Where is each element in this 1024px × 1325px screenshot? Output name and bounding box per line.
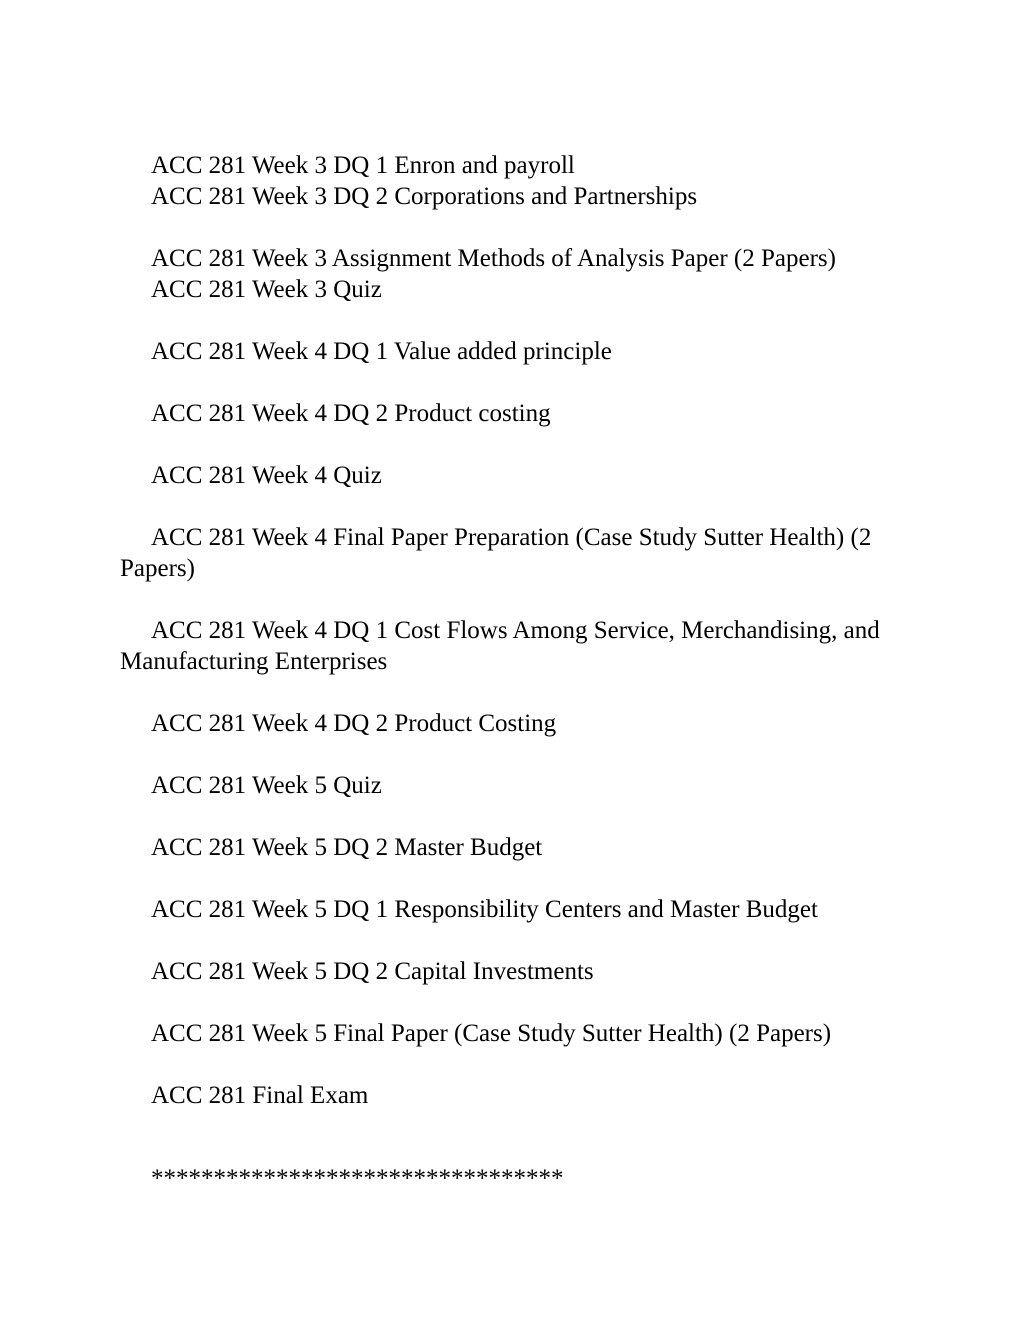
- paragraph-gap: [120, 739, 910, 770]
- document-page: [120, 150, 910, 1194]
- paragraph-gap: [120, 1111, 910, 1163]
- paragraph-gap: [120, 584, 910, 615]
- course-item: ACC 281 Week 4 Quiz: [151, 462, 382, 489]
- paragraph-gap: [120, 863, 910, 894]
- course-item: ACC 281 Week 3 DQ 2 Corporations and Partnerships: [151, 183, 698, 210]
- paragraph-gap: [120, 801, 910, 832]
- course-item: ACC 281 Week 3 DQ 1 Enron and payroll: [151, 152, 575, 179]
- paragraph-gap: [120, 1049, 910, 1080]
- course-item: ACC 281 Week 4 DQ 2 Product Costing: [151, 710, 557, 737]
- asterisk-separator: *********************************: [151, 1165, 564, 1192]
- course-item: ACC 281 Week 5 Final Paper (Case Study Sutter Health) (2 Papers): [151, 1020, 832, 1047]
- paragraph-gap: [120, 429, 910, 460]
- course-item: ACC 281 Week 3 Assignment Methods of Analysis Paper (2 Papers): [151, 245, 836, 272]
- paragraph-gap: [120, 987, 910, 1018]
- course-item: ACC 281 Week 4 DQ 2 Product costing: [151, 400, 551, 427]
- paragraph-gap: [120, 491, 910, 522]
- course-item: ACC 281 Week 5 Quiz: [151, 772, 382, 799]
- course-item: ACC 281 Week 4 Final Paper Preparation (Case Study Sutter Health) (2 Papers): [120, 524, 872, 582]
- paragraph-gap: [120, 677, 910, 708]
- course-item: ACC 281 Week 3 Quiz: [151, 276, 382, 303]
- course-item: ACC 281 Week 5 DQ 2 Master Budget: [151, 834, 543, 861]
- paragraph-gap: [120, 925, 910, 956]
- course-item: ACC 281 Week 5 DQ 1 Responsibility Centers and Master Budget: [151, 896, 818, 923]
- course-item: ACC 281 Week 4 DQ 1 Cost Flows Among Service, Merchandising, and Manufacturing Enterprises: [120, 617, 880, 675]
- paragraph-gap: [120, 305, 910, 336]
- course-item: ACC 281 Week 4 DQ 1 Value added principle: [151, 338, 612, 365]
- paragraph-gap: [120, 367, 910, 398]
- course-item: ACC 281 Final Exam: [151, 1082, 369, 1109]
- course-item: ACC 281 Week 5 DQ 2 Capital Investments: [151, 958, 594, 985]
- paragraph-gap: [120, 212, 910, 243]
